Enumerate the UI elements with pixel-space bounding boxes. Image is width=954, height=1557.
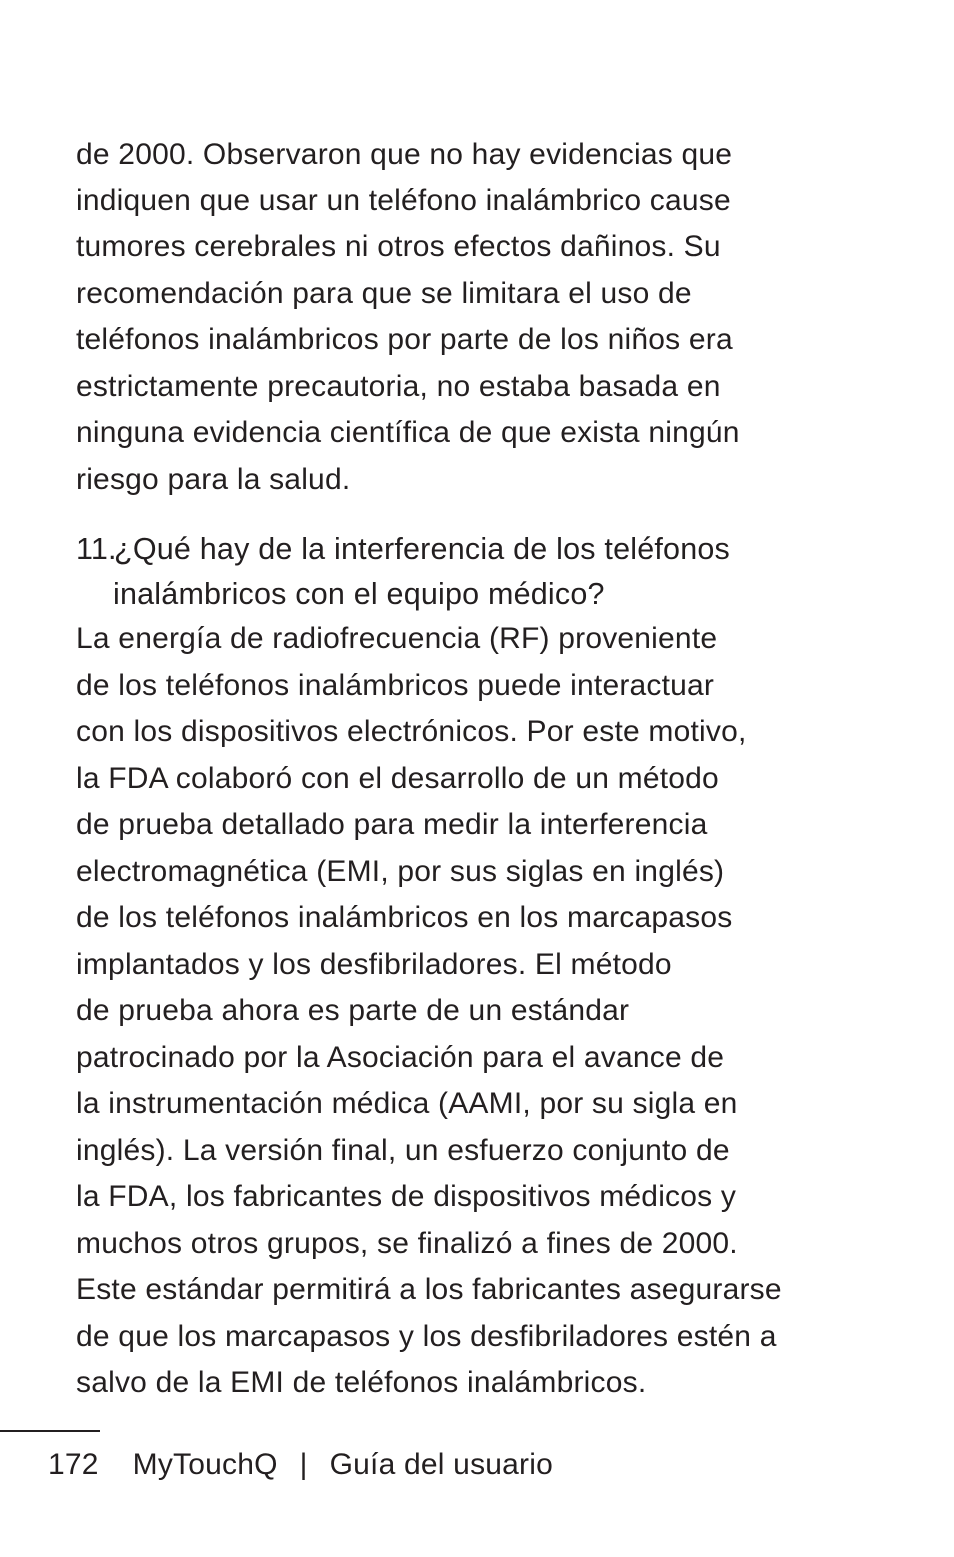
intro-line: teléfonos inalámbricos por parte de los niños era: [76, 323, 733, 356]
footer-rule: [0, 1430, 100, 1432]
answer-line: inglés). La versión final, un esfuerzo conjunto de: [76, 1134, 730, 1167]
product-name: MyTouchQ: [132, 1448, 278, 1481]
answer-line: con los dispositivos electrónicos. Por este motivo,: [76, 715, 747, 748]
question-number: 11.: [76, 532, 117, 566]
intro-line: de 2000. Observaron que no hay evidencias que: [76, 138, 733, 171]
guide-title: Guía del usuario: [329, 1448, 553, 1481]
footer-separator: |: [299, 1448, 308, 1481]
answer-line: Este estándar permitirá a los fabricantes asegurarse: [76, 1273, 782, 1306]
question-text-line1: ¿Qué hay de la interferencia de los teléfonos: [114, 532, 730, 566]
answer-line: La energía de radiofrecuencia (RF) proveniente: [76, 622, 718, 655]
intro-line: tumores cerebrales ni otros efectos dañinos. Su: [76, 230, 721, 263]
answer-line: implantados y los desfibriladores. El método: [76, 948, 672, 981]
answer-line: de los teléfonos inalámbricos en los marcapasos: [76, 901, 733, 934]
answer-line: la FDA colaboró con el desarrollo de un método: [76, 762, 719, 795]
answer-line: la FDA, los fabricantes de dispositivos médicos y: [76, 1180, 737, 1213]
answer-line: de que los marcapasos y los desfibriladores estén a: [76, 1320, 777, 1353]
intro-line: ninguna evidencia científica de que exista ningún: [76, 416, 740, 449]
answer-line: de los teléfonos inalámbricos puede interactuar: [76, 669, 715, 702]
question-text-line2: inalámbricos con el equipo médico?: [113, 577, 605, 611]
intro-line: estrictamente precautoria, no estaba basada en: [76, 370, 721, 403]
intro-line: riesgo para la salud.: [76, 463, 351, 496]
page-number: 172: [48, 1448, 99, 1481]
intro-line: recomendación para que se limitara el uso de: [76, 277, 692, 310]
answer-line: muchos otros grupos, se finalizó a fines de 2000.: [76, 1227, 738, 1260]
answer-line: de prueba detallado para medir la interferencia: [76, 808, 708, 841]
answer-line: la instrumentación médica (AAMI, por su sigla en: [76, 1087, 738, 1120]
answer-line: patrocinado por la Asociación para el avance de: [76, 1041, 725, 1074]
answer-line: de prueba ahora es parte de un estándar: [76, 994, 630, 1027]
page-footer: [48, 1447, 553, 1483]
answer-line: electromagnética (EMI, por sus siglas en inglés): [76, 855, 725, 888]
answer-line: salvo de la EMI de teléfonos inalámbricos.: [76, 1366, 647, 1399]
intro-line: indiquen que usar un teléfono inalámbrico cause: [76, 184, 731, 217]
